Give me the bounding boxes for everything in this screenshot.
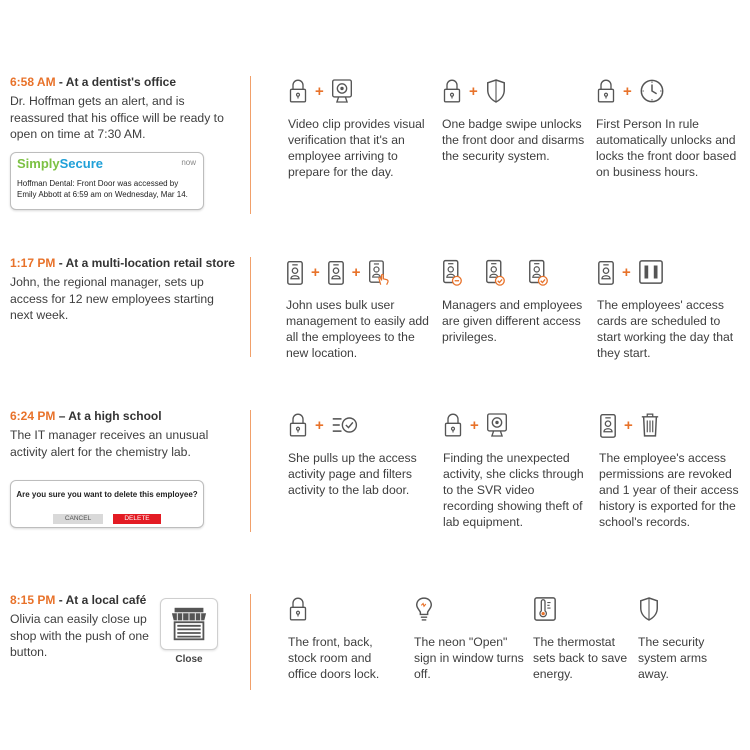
scenario-time: 8:15 PM [10, 593, 56, 607]
step-text: The neon "Open" sign in window turns off. [414, 635, 524, 681]
notification-message: Hoffman Dental: Front Door was accessed by Emily Abbott at 6:59 am on Wednesday, Mar 14. [17, 179, 188, 199]
brand-part-simply: Simply [17, 156, 60, 171]
badge-icon [286, 259, 304, 286]
step-text: The security system arms away. [638, 635, 708, 681]
step-text: Video clip provides visual verification that it's an employee arriving to prepare for the day. [288, 117, 425, 179]
plus-icon: + [315, 82, 324, 100]
scenario-heading [10, 592, 160, 608]
scenario-retail [0, 255, 750, 370]
lock-icon [288, 412, 308, 438]
plus-icon: + [470, 416, 479, 434]
scenario-cafe [0, 592, 750, 692]
step-security-arms [638, 592, 738, 682]
thermostat-icon [533, 596, 557, 622]
divider [250, 257, 251, 357]
plus-icon: + [315, 416, 324, 434]
step-filter-activity [288, 408, 433, 498]
step-text: The thermostat sets back to save energy. [533, 635, 628, 681]
scenario-time: 6:24 PM [10, 409, 56, 423]
step-text: Managers and employees are given different access privileges. [442, 298, 583, 344]
scenario-place: - At a dentist's office [55, 75, 176, 89]
plus-icon: + [623, 82, 632, 100]
step-scheduled-cards [597, 255, 742, 361]
filter-list-icon [331, 414, 359, 436]
lock-icon [596, 78, 616, 104]
step-svr-video [443, 408, 588, 530]
dialog-question: Are you sure you want to delete this employee? [16, 490, 198, 499]
shield-icon [638, 596, 660, 622]
scenario-heading [10, 255, 235, 271]
clock-icon [639, 78, 665, 104]
scenario-dentist [0, 74, 750, 214]
step-first-person-in [596, 74, 741, 180]
scenario-time: 6:58 AM [10, 75, 56, 89]
scenario-time: 1:17 PM [10, 256, 56, 270]
step-text: John uses bulk user management to easily add all the employees to the new location. [286, 298, 429, 360]
scenario-intro [10, 408, 235, 460]
delete-button[interactable]: DELETE [113, 514, 161, 524]
scenario-intro [10, 74, 235, 143]
close-app-tile[interactable] [160, 598, 218, 650]
step-text: The front, back, stock room and office doors lock. [288, 635, 380, 681]
badge-hand-icon [368, 258, 390, 286]
camera-icon [331, 78, 353, 104]
notification-timestamp: now [181, 158, 196, 167]
notification-brand [17, 156, 197, 171]
step-text: The employee's access permissions are revoked and 1 year of their access history is exported for the school's records. [599, 451, 739, 529]
scenario-place: - At a local café [55, 593, 147, 607]
step-text: She pulls up the access activity page and filters activity to the lab door. [288, 451, 417, 497]
badge-icon [327, 259, 345, 286]
step-video-verification [288, 74, 433, 180]
lock-icon [288, 596, 308, 622]
badge-check-icon [528, 258, 549, 286]
step-badge-swipe [442, 74, 587, 164]
step-text: One badge swipe unlocks the front door and disarms the security system. [442, 117, 585, 163]
plus-icon: + [622, 263, 631, 281]
trash-icon [640, 412, 660, 438]
camera-icon [486, 412, 508, 438]
alert-notification[interactable] [10, 152, 204, 210]
divider [250, 76, 251, 214]
step-text: First Person In rule automatically unlocks and locks the front door based on business hours. [596, 117, 737, 179]
scenario-high-school [0, 408, 750, 538]
badge-icon [599, 412, 617, 439]
step-text: The employees' access cards are scheduled to start working the day that they start. [597, 298, 734, 360]
scenario-heading [10, 74, 235, 90]
plus-icon: + [624, 416, 633, 434]
scenario-intro [10, 255, 235, 324]
brand-part-secure: Secure [59, 156, 103, 171]
card-reader-icon [638, 259, 664, 285]
step-access-privileges [442, 255, 587, 345]
cancel-button[interactable]: CANCEL [53, 514, 103, 524]
divider [250, 410, 251, 532]
close-shop-button[interactable] [160, 598, 218, 665]
plus-icon: + [469, 82, 478, 100]
step-revoke-permissions [599, 408, 744, 530]
plus-icon: + [351, 263, 361, 281]
scenario-description: The IT manager receives an unusual activity alert for the chemistry lab. [10, 428, 209, 459]
lightbulb-icon [414, 596, 434, 622]
scenario-intro [10, 592, 160, 661]
scenario-description: John, the regional manager, sets up access for 12 new employees starting next week. [10, 275, 214, 322]
shield-icon [485, 78, 507, 104]
plus-icon: + [311, 263, 320, 281]
scenario-place: – At a high school [55, 409, 162, 423]
badge-check-icon [485, 258, 506, 286]
delete-confirm-dialog [10, 480, 204, 528]
scenario-description: Dr. Hoffman gets an alert, and is reassured that his office will be ready to open on time at 7:30 AM. [10, 94, 224, 141]
scenario-place: - At a multi-location retail store [55, 256, 235, 270]
step-bulk-user-management [286, 255, 431, 361]
lock-icon [288, 78, 308, 104]
badge-icon [597, 259, 615, 286]
divider [250, 594, 251, 690]
storefront-icon [169, 606, 209, 642]
step-thermostat [533, 592, 633, 682]
scenario-heading [10, 408, 235, 424]
step-neon-sign [414, 592, 524, 682]
close-label: Close [175, 654, 203, 665]
step-doors-lock [288, 592, 403, 682]
lock-icon [443, 412, 463, 438]
step-text: Finding the unexpected activity, she clicks through to the SVR video recording showing theft of lab equipment. [443, 451, 584, 529]
badge-minus-icon [442, 258, 463, 286]
scenario-description: Olivia can easily close up shop with the push of one button. [10, 612, 149, 659]
lock-icon [442, 78, 462, 104]
